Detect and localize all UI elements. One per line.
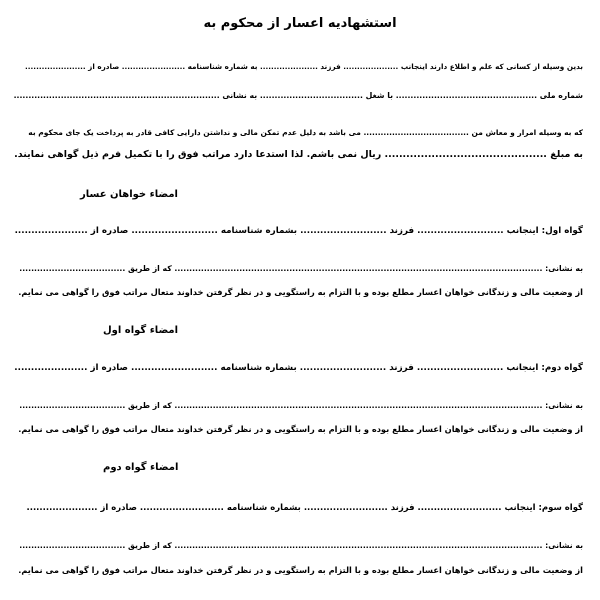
witness1-statement: از وضعیت مالی و زندگانی خواهان اعسار مطلع بوده و با التزام به راستگویی و در نظر گرفتن خداوند متعال مراتب فوق را گواهی می نمایم.	[18, 287, 583, 297]
intro-line-4: به مبلغ ............................................. ریال نمی باشم. لذا استدعا دارد مراتب فوق را با تکمیل فرم ذیل گواهی نمایند.	[14, 149, 583, 160]
witness3-statement: از وضعیت مالی و زندگانی خواهان اعسار مطلع بوده و با التزام به راستگویی و در نظر گرفتن خداوند متعال مراتب فوق را گواهی می نمایم.	[18, 565, 583, 575]
applicant-signature-label: امضاء خواهان عسار	[80, 189, 178, 200]
witness1-address-line: به نشانی: ............................................................................................................................. که از طریق ....................................	[19, 264, 583, 273]
witness2-signature-label: امضاء گواه دوم	[103, 462, 179, 473]
witness1-line-1: گواه اول: اینجانب .......................... فرزند .......................... بشماره شناسنامه .......................... صادره از ......................	[14, 226, 583, 236]
intro-line-2: شماره ملی ................................................ با شغل ................................... به نشانی ......................................................................	[13, 91, 583, 100]
witness3-line-1: گواه سوم: اینجانب .......................... فرزند .......................... بشماره شناسنامه .......................... صادره از ......................	[26, 503, 583, 513]
witness1-signature-label: امضاء گواه اول	[103, 325, 179, 336]
witness2-address-line: به نشانی: ............................................................................................................................. که از طریق ....................................	[19, 401, 583, 410]
intro-line-1: بدین وسیله از کسانی که علم و اطلاع دارند اینجانب .................... فرزند ..................... به شماره شناسنامه ....................... صادره از ......................	[25, 62, 583, 71]
form-title: استشهادیه اعسار از محکوم به	[203, 16, 397, 31]
witness2-line-1: گواه دوم: اینجانب .......................... فرزند .......................... بشماره شناسنامه .......................... صادره از ......................	[14, 363, 583, 373]
intro-line-3: که به وسیله امرار و معاش من ..................................... می باشد به دلیل عدم تمکن مالی و نداشتن دارایی کافی قادر به پرداخت یک جای محکوم به	[28, 128, 583, 137]
witness3-address-line: به نشانی: ............................................................................................................................. که از طریق ....................................	[19, 541, 583, 550]
witness2-statement: از وضعیت مالی و زندگانی خواهان اعسار مطلع بوده و با التزام به راستگویی و در نظر گرفتن خداوند متعال مراتب فوق را گواهی می نمایم.	[18, 424, 583, 434]
